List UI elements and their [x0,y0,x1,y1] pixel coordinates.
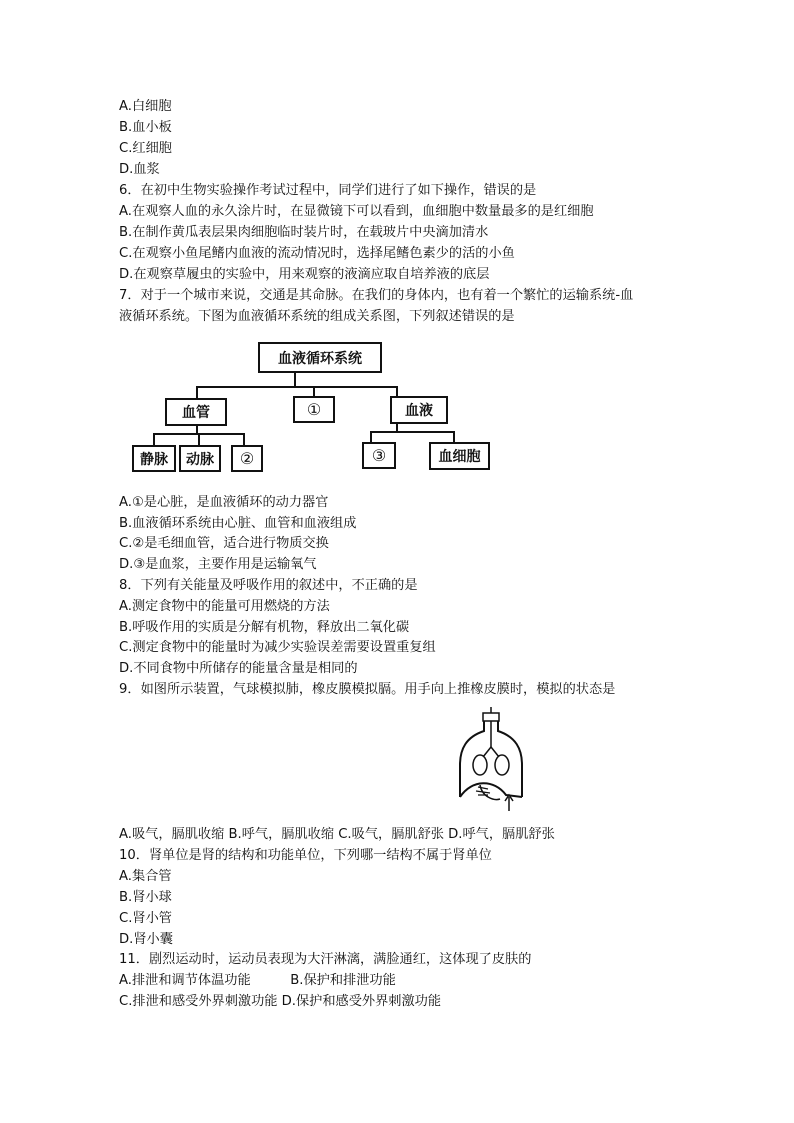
q10-option-d: D.肾小囊 [119,932,173,947]
q8-option-d: D.不同食物中所储存的能量含量是相同的 [119,661,358,676]
q9-stem: 9．如图所示装置，气球模拟肺，橡皮膜模拟膈。用手向上推橡皮膜时，模拟的状态是 [119,682,616,697]
q9-options: A.吸气，膈肌收缩 B.呼气，膈肌收缩 C.吸气，膈肌舒张 D.呼气，膈肌舒张 [119,827,555,842]
q8-option-c: C.测定食物中的能量时为减少实验误差需要设置重复组 [119,640,436,655]
q5-option-c: C.红细胞 [119,141,172,156]
q7-option-a: A.①是心脏，是血液循环的动力器官 [119,495,329,510]
q5-option-a: A.白细胞 [119,99,172,114]
node-blood: 血液 [390,396,448,424]
q10-option-b: B.肾小球 [119,890,172,905]
q8-option-b: B.呼吸作用的实质是分解有机物，释放出二氧化碳 [119,620,410,635]
q8-option-a: A.测定食物中的能量可用燃烧的方法 [119,599,330,614]
bell-jar-lung-model-figure [454,707,528,817]
q11-options-cd: C.排泄和感受外界刺激功能 D.保护和感受外界刺激功能 [119,994,442,1009]
circulatory-system-diagram [120,332,492,482]
q7-stem-line1: 7．对于一个城市来说，交通是其命脉。在我们的身体内，也有着一个繁忙的运输系统-血 [119,288,634,303]
q6-option-c: C.在观察小鱼尾鳍内血液的流动情况时，选择尾鳍色素少的活的小鱼 [119,246,515,261]
node-blood-cells: 血细胞 [429,442,490,470]
q10-stem: 10．肾单位是肾的结构和功能单位，下列哪一结构不属于肾单位 [119,848,492,863]
q10-option-c: C.肾小管 [119,911,172,926]
q7-stem-line2: 液循环系统。下图为血液循环系统的组成关系图，下列叙述错误的是 [119,309,515,324]
q8-stem: 8．下列有关能量及呼吸作用的叙述中，不正确的是 [119,578,418,593]
q5-option-d: D.血浆 [119,162,160,177]
node-circulatory-system: 血液循环系统 [258,342,382,373]
q6-stem: 6．在初中生物实验操作考试过程中，同学们进行了如下操作，错误的是 [119,183,537,198]
node-one: ① [293,396,335,423]
q5-option-b: B.血小板 [119,120,172,135]
q6-option-d: D.在观察草履虫的实验中，用来观察的液滴应取自培养液的底层 [119,267,490,282]
q6-option-a: A.在观察人血的永久涂片时，在显微镜下可以看到，血细胞中数量最多的是红细胞 [119,204,594,219]
node-three: ③ [362,442,396,469]
node-vein: 静脉 [132,445,176,472]
q11-stem: 11．剧烈运动时，运动员表现为大汗淋漓，满脸通红，这体现了皮肤的 [119,952,532,967]
node-blood-vessels: 血管 [165,398,227,426]
q11-options-ab: A.排泄和调节体温功能 B.保护和排泄功能 [119,973,396,988]
node-artery: 动脉 [179,445,221,472]
node-two: ② [231,445,263,472]
q7-option-b: B.血液循环系统由心脏、血管和血液组成 [119,516,357,531]
q6-option-b: B.在制作黄瓜表层果肉细胞临时装片时，在载玻片中央滴加清水 [119,225,489,240]
q10-option-a: A.集合管 [119,869,172,884]
q7-option-c: C.②是毛细血管，适合进行物质交换 [119,536,329,551]
q7-option-d: D.③是血浆，主要作用是运输氧气 [119,557,317,572]
